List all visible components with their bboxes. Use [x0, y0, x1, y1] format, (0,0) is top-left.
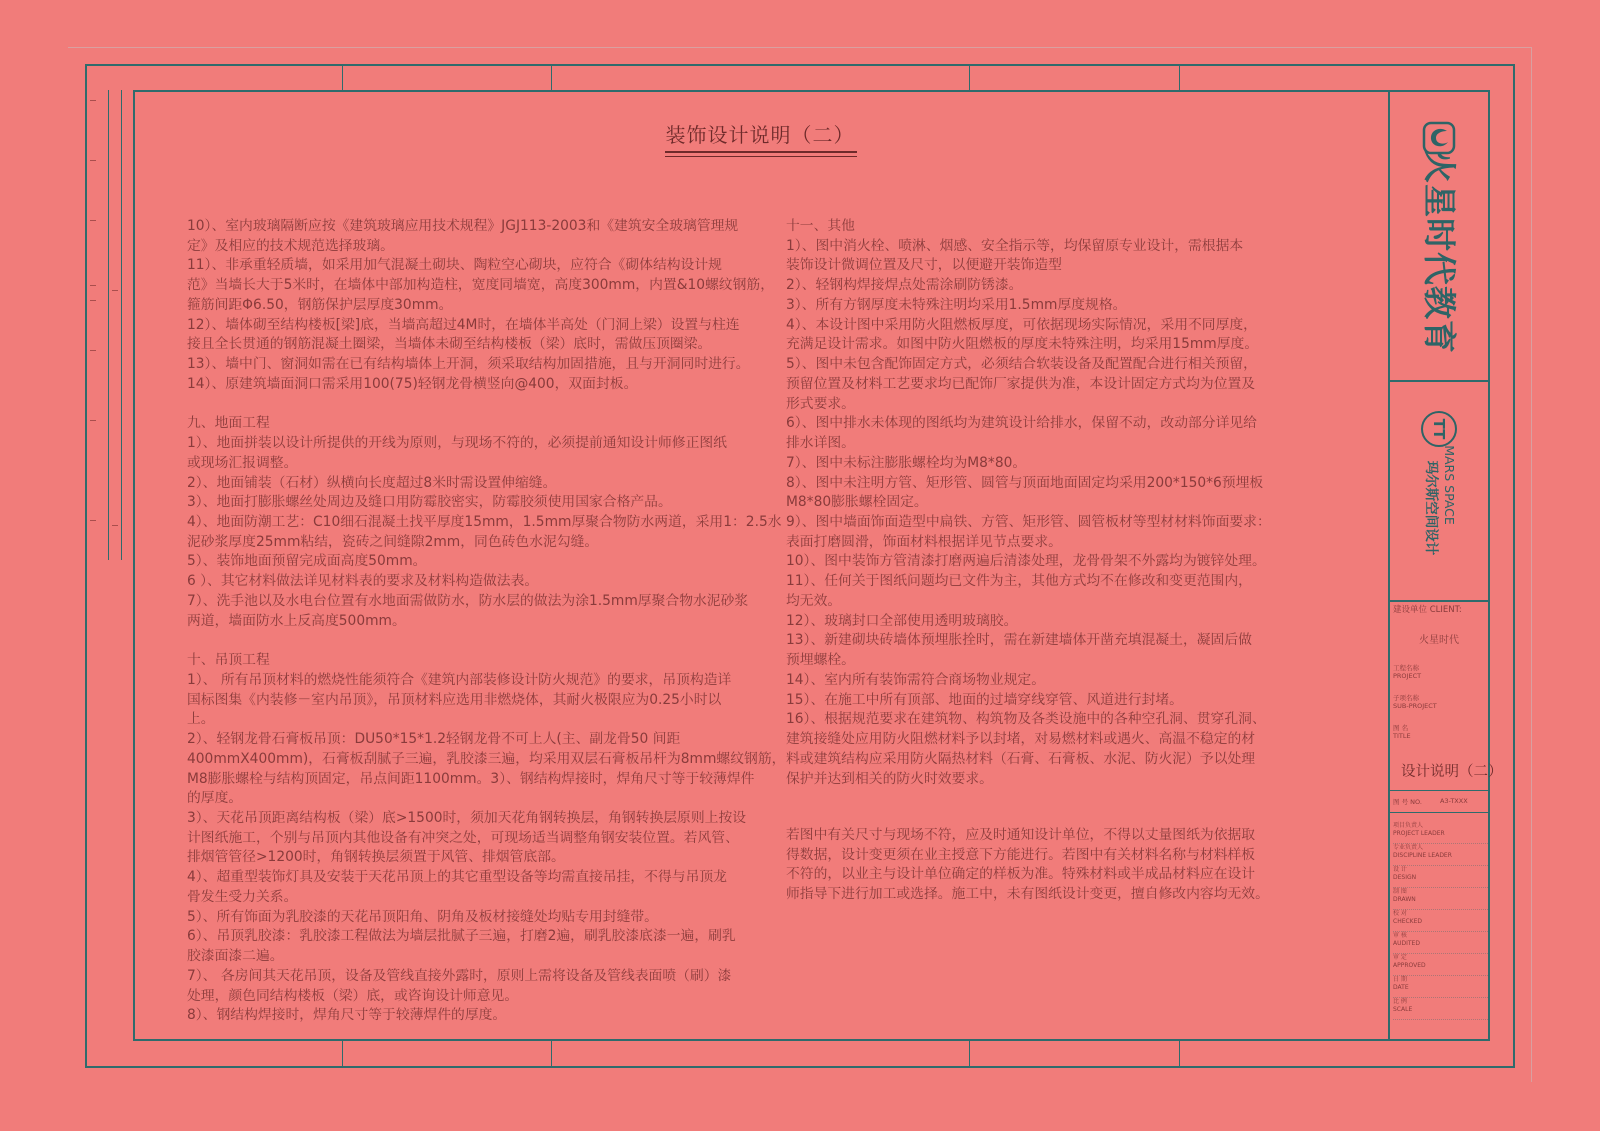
- note-line: 得数据，设计变更须在业主授意下方能进行。若图中有关材料名称与材料样板: [786, 846, 1256, 863]
- spec-line: 1）、图中消火栓、喷淋、烟感、安全指示等，均保留原专业设计，需根据本: [786, 237, 1244, 254]
- grid-tick: [342, 1041, 343, 1067]
- signoff-row: [1393, 822, 1488, 844]
- signoff-label: 比 例: [1393, 998, 1407, 1005]
- section-heading: 十一、其他: [786, 218, 855, 234]
- spec-line: 排水详图。: [786, 435, 855, 452]
- note-line: 若图中有关尺寸与现场不符，应及时通知设计单位，不得以丈量图纸为依据取: [786, 827, 1256, 843]
- title-underline: [665, 151, 857, 153]
- field-label: 工程名称: [1393, 664, 1419, 672]
- spec-line: 10）、室内玻璃隔断应按《建筑玻璃应用技术规程》JGJ113-2003和《建筑安全玻璃管理规: [187, 218, 739, 234]
- field-label-en: PROJECT: [1393, 672, 1422, 680]
- binding-strip-mark: [90, 520, 96, 521]
- signoff-label-en: PROJECT LEADER: [1393, 829, 1445, 837]
- spec-line: 13）、墙中门、窗洞如需在已有结构墙体上开洞，须采取结构加固措施，且与开洞同时进行。: [187, 356, 750, 373]
- spec-line: 建筑接缝处应用防火阻燃材料予以封堵，对易燃材料或遇火、高温不稳定的材: [786, 731, 1256, 748]
- signoff-label: 审 核: [1393, 932, 1407, 939]
- grid-tick: [551, 64, 552, 90]
- spec-line: 骨发生受力关系。: [187, 888, 298, 905]
- studio-name-cn: 玛尔斯空间设计: [1423, 460, 1439, 556]
- signoff-label: 校 对: [1393, 910, 1407, 917]
- binding-strip-mark: [90, 160, 96, 161]
- title-block-separator: [1388, 790, 1490, 791]
- title-block-separator: [1388, 380, 1490, 382]
- spec-line: 16）、根据规范要求在建筑物、构筑物及各类设施中的各种空孔洞、贯穿孔洞、: [786, 711, 1266, 728]
- binding-strip-mark: [90, 285, 96, 286]
- grid-tick: [1179, 1041, 1180, 1067]
- spec-line: 4）、本设计图中采用防火阻燃板厚度，可依据现场实际情况，采用不同厚度，: [786, 316, 1257, 333]
- spec-line: 7）、图中未标注膨胀螺栓均为M8*80。: [786, 454, 1027, 471]
- client-name: 火星时代: [1419, 635, 1459, 646]
- spec-line: 均无效。: [786, 592, 842, 609]
- signoff-label: 日 期: [1393, 976, 1407, 983]
- spec-line: 14）、原建筑墙面洞口需采用100(75)轻钢龙骨横竖向@400，双面封板。: [187, 375, 638, 392]
- spec-line: 11）、非承重轻质墙，如采用加气混凝土砌块、陶粒空心砌块，应符合《砌体结构设计规: [187, 257, 722, 274]
- binding-strip-mark: [90, 100, 96, 101]
- grid-tick: [969, 64, 970, 90]
- title-block-separator: [1388, 812, 1490, 813]
- binding-strip-mark: [112, 290, 118, 291]
- field-label-en: TITLE: [1393, 732, 1411, 740]
- spec-line: 14）、室内所有装饰需符合商场物业规定。: [786, 671, 1045, 688]
- spec-line: 2）、轻钢构焊接焊点处需涂刷防锈漆。: [786, 277, 1023, 294]
- spec-line: 接且全长贯通的钢筋混凝土圈梁，当墙体未砌至结构楼板（梁）底时，需做压顶圈梁。: [187, 336, 712, 353]
- section-heading: 十、吊顶工程: [187, 652, 270, 669]
- spec-line: 7）、洗手池以及水电台位置有水地面需做防水，防水层的做法为涂1.5mm厚聚合物水泥砂浆: [187, 592, 749, 609]
- spec-line: 装饰设计微调位置及尺寸，以便避开装饰造型: [786, 257, 1062, 274]
- project-field: [1393, 724, 1488, 754]
- spec-line: 9）、图中墙面饰面造型中扁铁、方管、矩形管、圆管板材等型材材料饰面要求：: [786, 514, 1271, 531]
- spec-line: 8）、钢结构焊接时，焊角尺寸等于较薄焊件的厚度。: [187, 1007, 507, 1024]
- signoff-row: [1393, 954, 1488, 976]
- signoff-label-en: AUDITED: [1393, 939, 1420, 947]
- field-label: 子项名称: [1393, 694, 1419, 702]
- spec-left-column: [187, 217, 785, 1026]
- spec-line: 6）、吊顶乳胶漆：乳胶漆工程做法为墙层批腻子三遍，打磨2遍，刷乳胶漆底漆一遍，刷乳: [187, 928, 736, 945]
- signoff-row: [1393, 932, 1488, 954]
- drawing-title: 设计说明（二）: [1401, 764, 1503, 780]
- spec-line: 范》当墙长大于5米时，在墙体中部加构造柱，宽度同墙宽，高度300mm，内置&10螺纹钢筋，: [187, 277, 774, 294]
- spec-line: 6）、图中排水未体现的图纸均为建筑设计给排水，保留不动，改动部分详见给: [786, 415, 1257, 432]
- signoff-row: [1393, 844, 1488, 866]
- grid-tick: [342, 64, 343, 90]
- drawing-number-label: 图 号 NO.: [1393, 798, 1422, 806]
- spec-line: 5）、所有饰面为乳胶漆的天花吊顶阳角、阴角及板材接缝处均贴专用封缝带。: [187, 908, 658, 925]
- spec-section: [187, 217, 785, 395]
- signoff-label: 项目负责人: [1393, 822, 1424, 829]
- spec-line: 泥砂浆厚度25mm粘结，瓷砖之间缝隙2mm，同色砖色水泥勾缝。: [187, 533, 599, 550]
- general-note: [786, 826, 1269, 905]
- spec-line: 处理，颜色同结构楼板（梁）底，或咨询设计师意见。: [187, 987, 519, 1004]
- signoff-row: [1393, 866, 1488, 888]
- spec-line: 2）、轻钢龙骨石膏板吊顶：DU50*15*1.2轻钢龙骨不可上人(主、副龙骨50 间距: [187, 731, 681, 748]
- spec-line: 形式要求。: [786, 395, 855, 412]
- spec-line: 充满足设计需求。如图中防火阻燃板的厚度未特殊注明，均采用15mm厚度。: [786, 336, 1259, 353]
- spec-line: 8）、图中未注明方管、矩形管、圆管与顶面地面固定均采用200*150*6预埋板: [786, 474, 1264, 491]
- binding-strip-mark: [90, 300, 96, 301]
- spec-line: 的厚度。: [187, 790, 243, 807]
- drawing-number: A3-TXXX: [1440, 797, 1468, 805]
- field-label-en: SUB-PROJECT: [1393, 702, 1437, 710]
- signoff-label-en: CHECKED: [1393, 917, 1423, 925]
- signoff-row: [1393, 976, 1488, 998]
- note-line: 师指导下进行加工或选择。施工中，未有图纸设计变更，擅自修改内容均无效。: [786, 886, 1269, 903]
- spec-line: 3）、所有方钢厚度未特殊注明均采用1.5mm厚度规格。: [786, 296, 1127, 313]
- spec-line: 箍筋间距Φ6.50，钢筋保护层厚度30mm。: [187, 296, 453, 313]
- binding-strip-mark: [90, 420, 96, 421]
- spec-line: 4）、地面防潮工艺：C10细石混凝土找平厚度15mm，1.5mm厚聚合物防水两道，采用1：2.5水: [187, 514, 782, 530]
- spec-line: 12）、玻璃封口全部使用透明玻璃胶。: [786, 612, 1018, 629]
- spec-line: 保护并达到相关的防火时效要求。: [786, 770, 993, 787]
- title-underline: [665, 156, 857, 157]
- signoff-label-en: DATE: [1393, 983, 1409, 991]
- spec-line: 国标图集《内装修－室内吊顶》，吊顶材料应选用非燃烧体，其耐火极限应为0.25小时以: [187, 691, 722, 708]
- grid-tick: [1179, 64, 1180, 90]
- spec-line: 2）、地面铺装（石材）纵横向长度超过8米时需设置伸缩缝。: [187, 474, 557, 491]
- signoff-row: [1393, 998, 1488, 1020]
- client-label: 建设单位 CLIENT:: [1393, 605, 1462, 615]
- binding-strip-line: [121, 90, 122, 560]
- spec-section: [187, 651, 785, 1026]
- spec-section: [786, 217, 1271, 789]
- spec-line: 15）、在施工中所有顶部、地面的过墙穿线穿管、风道进行封堵。: [786, 691, 1183, 708]
- project-field: [1393, 664, 1488, 694]
- outer-trim-right-line: [1531, 47, 1532, 1082]
- spec-line: 11）、任何关于图纸问题均已文件为主，其他方式均不在修改和变更范围内，: [786, 573, 1252, 590]
- grid-tick: [551, 1041, 552, 1067]
- spec-line: 料或建筑结构应采用防火隔热材料（石膏、石膏板、水泥、防火泥）予以处理: [786, 750, 1256, 767]
- spec-line: 400mmX400mm)，石膏板刮腻子三遍，乳胶漆三遍，均采用双层石膏板吊杆为8mm螺纹钢筋，: [187, 750, 786, 767]
- project-field: [1393, 694, 1488, 724]
- signoff-label: 审 定: [1393, 954, 1407, 961]
- spec-line: 或现场汇报调整。: [187, 454, 298, 471]
- spec-line: 预留位置及材料工艺要求均已配饰厂家提供为准，本设计固定方式均为位置及: [786, 375, 1256, 392]
- signoff-label-en: SCALE: [1393, 1005, 1413, 1013]
- studio-logo-icon: TT: [1421, 411, 1457, 447]
- project-fields: [1393, 664, 1488, 754]
- spec-line: 表面打磨圆滑，饰面材料根据详见节点要求。: [786, 533, 1062, 550]
- sheet-title: 装饰设计说明（二）: [665, 123, 855, 147]
- section-heading: 九、地面工程: [187, 415, 270, 432]
- signoff-label-en: APPROVED: [1393, 961, 1426, 969]
- spec-line: 6 ）、其它材料做法详见材料表的要求及材料构造做法表。: [187, 573, 539, 590]
- signoff-row: [1393, 910, 1488, 932]
- spec-line: 7）、 各房间其天花吊顶，设备及管线直接外露时，原则上需将设备及管线表面喷（刷）漆: [187, 967, 732, 984]
- spec-line: 1）、地面拼装以设计所提供的开线为原则，与现场不符的，必须提前通知设计师修正图纸: [187, 435, 727, 452]
- signoff-label-en: DISCIPLINE LEADER: [1393, 851, 1452, 859]
- outer-trim-top-line: [68, 47, 1531, 48]
- spec-line: M8*80膨胀螺栓固定。: [786, 494, 928, 511]
- spec-line: 预埋螺栓。: [786, 652, 855, 669]
- signoff-label-en: DRAWN: [1393, 895, 1416, 903]
- spec-line: 两道，墙面防水上反高度500mm。: [187, 612, 406, 629]
- signoff-label: 设 计: [1393, 866, 1407, 873]
- title-block-separator: [1388, 600, 1490, 602]
- signoff-label-en: DESIGN: [1393, 873, 1417, 881]
- spec-section: [187, 414, 785, 631]
- binding-strip-mark: [112, 525, 118, 526]
- spec-line: 3）、天花吊顶距离结构板（梁）底>1500时，须加天花角钢转换层，角钢转换层原则上按设: [187, 810, 747, 826]
- spec-right-column: [786, 217, 1271, 789]
- spec-line: 胶漆面漆二遍。: [187, 948, 284, 965]
- spec-line: 定》及相应的技术规范选择玻璃。: [187, 237, 394, 254]
- signoff-row: [1393, 888, 1488, 910]
- title-block-divider: [1388, 90, 1390, 1041]
- spec-line: 5）、装饰地面预留完成面高度50mm。: [187, 553, 427, 570]
- spec-line: 计图纸施工，个别与吊顶内其他设备有冲突之处，可现场适当调整角钢安装位置。若风管、: [187, 829, 739, 846]
- spec-line: 排烟管管径>1200时，角钢转换层须置于风管、排烟管底部。: [187, 849, 565, 866]
- spec-line: 上。: [187, 711, 215, 728]
- binding-strip-mark: [90, 350, 96, 351]
- spec-line: 4）、超重型装饰灯具及安装于天花吊顶上的其它重型设备等均需直接吊挂，不得与吊顶龙: [187, 869, 727, 886]
- signoff-table: [1393, 822, 1488, 1020]
- note-line: 不符的，以业主与设计单位确定的样板为准。特殊材料或半成品材料应在设计: [786, 866, 1256, 883]
- studio-name-en: MARS SPACE: [1442, 445, 1457, 525]
- spec-line: 10）、图中装饰方管清漆打磨两遍后清漆处理，龙骨骨架不外露均为镀锌处理。: [786, 553, 1266, 570]
- binding-strip-mark: [90, 220, 96, 221]
- field-label: 图 名: [1393, 724, 1409, 732]
- brand-name: 火星时代教育: [1420, 150, 1459, 354]
- spec-line: M8膨胀螺栓与结构顶固定，吊点间距1100mm。3）、钢结构焊接时，焊角尺寸等于较薄焊件: [187, 770, 755, 787]
- spec-line: 13）、新建砌块砖墙体预埋胀拴时，需在新建墙体开凿充填混凝土，凝固后做: [786, 632, 1252, 649]
- spec-line: 1）、 所有吊顶材料的燃烧性能须符合《建筑内部装修设计防火规范》的要求，吊顶构造详: [187, 671, 732, 688]
- spec-line: 5）、图中未包含配饰固定方式，必须结合软装设备及配置配合进行相关预留，: [786, 356, 1257, 373]
- spec-line: 3）、地面打膨胀螺丝处周边及缝口用防霉胶密实，防霉胶须使用国家合格产品。: [187, 494, 672, 511]
- grid-tick: [969, 1041, 970, 1067]
- spec-line: 12）、墙体砌至结构楼板[梁]底，当墙高超过4M时，在墙体半高处（门洞上梁）设置与柱连: [187, 316, 740, 333]
- binding-strip-line: [108, 90, 109, 560]
- signoff-label: 专业负责人: [1393, 844, 1424, 851]
- signoff-label: 制 图: [1393, 888, 1407, 895]
